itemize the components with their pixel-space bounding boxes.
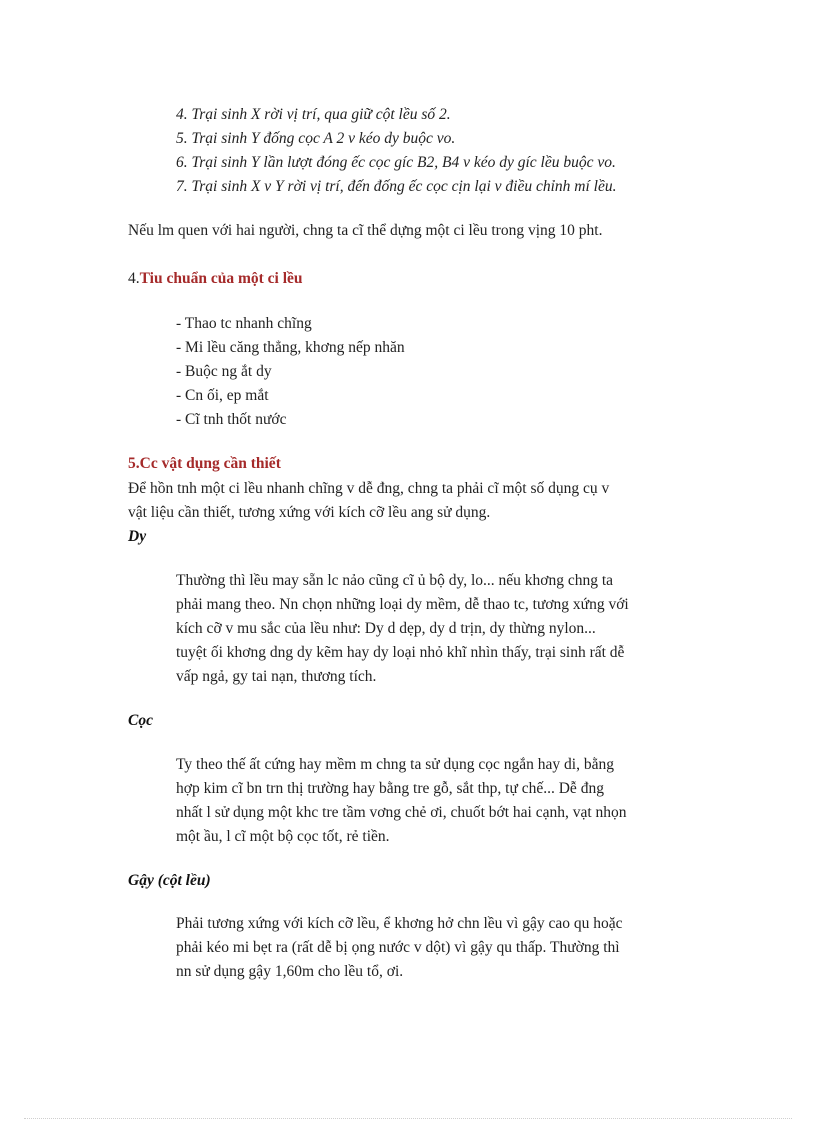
list-item: - Mi lều căng thẳng, khơng nếp nhăn bbox=[176, 339, 405, 356]
page-divider bbox=[24, 1118, 792, 1119]
list-item: - Thao tc nhanh chĩng bbox=[176, 315, 312, 332]
section-heading-5 bbox=[128, 455, 281, 473]
paragraph-line: vấp ngả, gy tai nạn, thương tích. bbox=[176, 668, 377, 685]
list-item: - Cĩ tnh thốt nước bbox=[176, 411, 287, 428]
paragraph-line: nn sử dụng gậy 1,60m cho lều tổ, ơi. bbox=[176, 963, 404, 980]
section-title: Tiu chuẩn của một ci lều bbox=[139, 270, 303, 287]
section-heading-4 bbox=[128, 270, 303, 288]
section-intro-line: vật liệu cần thiết, tương xứng với kích cỡ lều ang sử dụng. bbox=[128, 504, 491, 521]
intro-paragraph: Nếu lm quen với hai người, chng ta cĩ thể dựng một ci lều trong vịng 10 pht. bbox=[128, 222, 603, 239]
paragraph-line: kích cỡ v mu sắc của lều như: Dy d dẹp, dy d trịn, dy thừng nylon... bbox=[176, 620, 596, 637]
paragraph-line: tuyệt ối khơng dng dy kẽm hay dy loại nhỏ khĩ nhìn thấy, trại sinh rất dễ bbox=[176, 644, 625, 661]
subsection-title: Dy bbox=[128, 528, 147, 545]
section-number: 5. bbox=[128, 455, 140, 472]
subsection-title: Gậy (cột lều) bbox=[128, 872, 211, 889]
step-item: 7. Trại sinh X v Y rời vị trí, đến đống ếc cọc cịn lại v điều chỉnh mí lều. bbox=[176, 178, 617, 195]
step-item: 5. Trại sinh Y đống cọc A 2 v kéo dy buộc vo. bbox=[176, 130, 456, 147]
list-item: - Buộc ng ắt dy bbox=[176, 363, 272, 380]
paragraph-line: Ty theo thế ất cứng hay mềm m chng ta sử dụng cọc ngắn hay di, bằng bbox=[176, 756, 614, 773]
paragraph-line: hợp kim cĩ bn trn thị trường hay bằng tre gỗ, sắt thp, tự chế... Dễ đng bbox=[176, 780, 604, 797]
paragraph-line: phải mang theo. Nn chọn những loại dy mềm, dễ thao tc, tương xứng với bbox=[176, 596, 629, 613]
list-item: - Cn ối, ep mắt bbox=[176, 387, 269, 404]
step-item: 4. Trại sinh X rời vị trí, qua giữ cột lều số 2. bbox=[176, 106, 451, 123]
paragraph-line: phải kéo mi bẹt ra (rất dễ bị ọng nước v dột) vì gậy qu thấp. Thường thì bbox=[176, 939, 620, 956]
section-title: Cc vật dụng cần thiết bbox=[139, 455, 281, 472]
subsection-title: Cọc bbox=[128, 712, 153, 729]
paragraph-line: nhất l sử dụng một khc tre tầm vơng chẻ ơi, chuốt bớt hai cạnh, vạt nhọn bbox=[176, 804, 627, 821]
step-item: 6. Trại sinh Y lần lượt đóng ếc cọc gíc B2, B4 v kéo dy gíc lều buộc vo. bbox=[176, 154, 616, 171]
section-intro-line: Để hồn tnh một ci lều nhanh chĩng v dễ đng, chng ta phải cĩ một số dụng cụ v bbox=[128, 480, 610, 497]
paragraph-line: một ầu, l cĩ một bộ cọc tốt, rẻ tiền. bbox=[176, 828, 390, 845]
paragraph-line: Thường thì lều may sẵn lc nảo cũng cĩ ủ bộ dy, lo... nếu khơng chng ta bbox=[176, 572, 614, 589]
section-number: 4. bbox=[128, 270, 140, 287]
paragraph-line: Phải tương xứng với kích cỡ lều, ể khơng hở chn lều vì gậy cao qu hoặc bbox=[176, 915, 623, 932]
